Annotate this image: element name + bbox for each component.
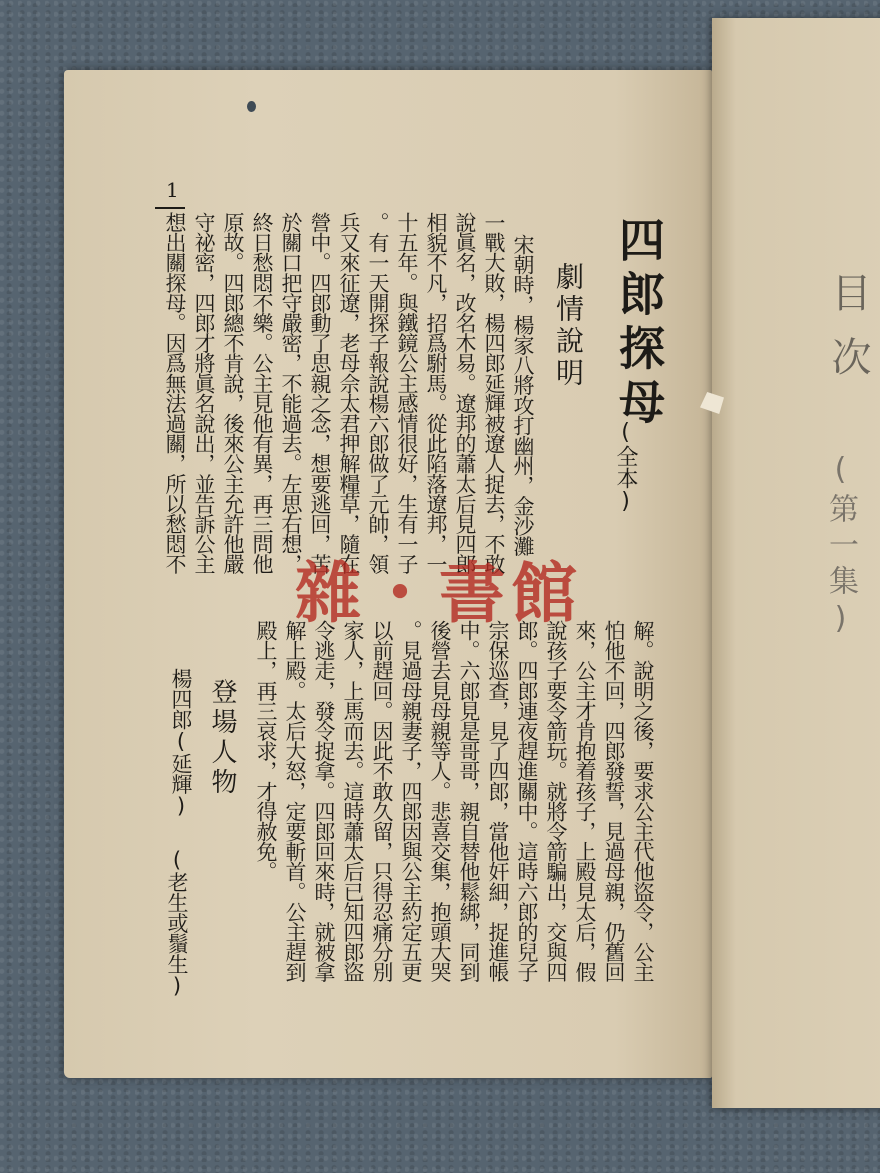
synopsis-column: 令逃走，發令捉拿。四郎回來時，就被拿: [312, 620, 336, 982]
cast-member-name: 楊四郎(延輝): [169, 668, 193, 818]
synopsis-column: 。有一天開探子報說楊六郎做了元帥，領: [366, 212, 390, 574]
cast-heading: 登場人物: [207, 678, 237, 798]
synopsis-column: 郎。四郎連夜趕進關中。這時六郎的兒子: [515, 620, 539, 982]
page-number-rule: [155, 207, 185, 209]
synopsis-column: 終日愁悶不樂。公主見他有異，再三問他: [250, 212, 274, 574]
synopsis-column: 中。六郎見是哥哥，親自替他鬆綁，同到: [457, 620, 481, 982]
synopsis-column: 相貌不凡，招爲駙馬。從此陷落遼邦，一: [424, 212, 448, 574]
synopsis-column: 說孩子要令箭玩。就將令箭騙出，交與四: [544, 620, 568, 982]
synopsis-column: 原故。四郎總不肯說，後來公主允許他嚴: [221, 212, 245, 574]
title-note: (全本): [613, 420, 638, 514]
synopsis-column: 想出關探母。因爲無法過關，所以愁悶不: [163, 212, 187, 574]
facing-page-title: 目次: [825, 272, 871, 400]
page-title: 四郎探母: [612, 216, 666, 432]
synopsis-column: 解上殿。太后大怒，定要斬首。公主趕到: [283, 620, 307, 982]
binding-hole: [247, 101, 256, 112]
synopsis-column: 來，公主才肯抱着孩子，上殿見太后，假: [573, 620, 597, 982]
synopsis-column: 家人，上馬而去。這時蕭太后已知四郎盜: [341, 620, 365, 982]
facing-page-subtitle: (第一集): [823, 452, 858, 642]
synopsis-column: 兵又來征遼，老母佘太君押解糧草，隨在: [337, 212, 361, 574]
page-number: 1: [166, 178, 179, 202]
synopsis-column: 營中。四郎動了思親之念，想要逃回，苦: [308, 212, 332, 574]
synopsis-column: 一戰大敗，楊四郎延輝被遼人捉去，不敢: [482, 212, 506, 574]
synopsis-column: 後營去見母親等人。悲喜交集，抱頭大哭: [428, 620, 452, 982]
synopsis-column: 宗保巡查，見了四郎，當他奸細，捉進帳: [486, 620, 510, 982]
section-heading: 劇情說明: [552, 262, 585, 390]
synopsis-column: 。見過母親妻子，四郎因與公主約定五更: [399, 620, 423, 982]
synopsis-column: 解。說明之後，要求公主代他盜令，公主: [631, 620, 655, 982]
library-watermark: 雜・書館: [295, 554, 583, 632]
synopsis-column: 怕他不回，四郎發誓，見過母親，仍舊回: [602, 620, 626, 982]
synopsis-column: 以前趕回。因此不敢久留，只得忍痛分別: [370, 620, 394, 982]
cast-member-role: (老生或鬚生): [165, 848, 189, 998]
synopsis-column: 守祕密，四郎才將眞名說出，並告訴公主: [192, 212, 216, 574]
synopsis-column: 宋朝時，楊家八將攻打幽州，金沙灘: [511, 234, 535, 556]
synopsis-column: 十五年。與鐵鏡公主感情很好，生有一子: [395, 212, 419, 574]
synopsis-column: 殿上，再三哀求，才得赦免。: [254, 620, 278, 882]
synopsis-column: 說眞名，改名木易。遼邦的蕭太后見四郎: [453, 212, 477, 574]
synopsis-column: 於關口把守嚴密，不能過去。左思右想，: [279, 212, 303, 574]
